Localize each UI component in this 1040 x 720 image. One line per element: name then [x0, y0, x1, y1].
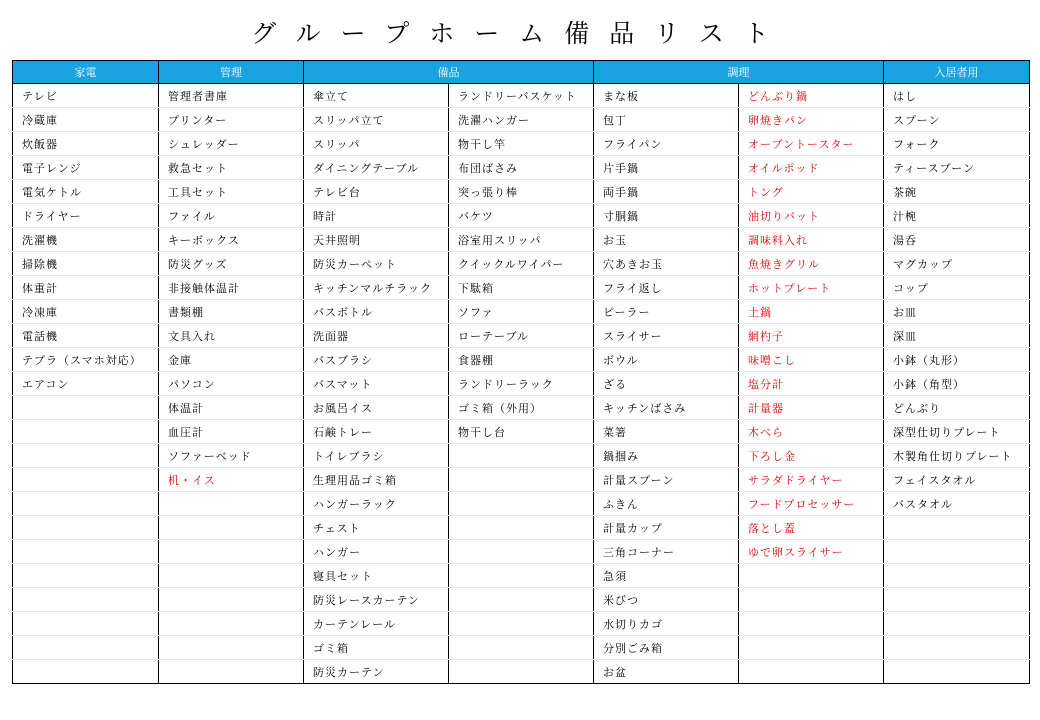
table-cell: [13, 540, 159, 564]
table-cell: 下ろし金: [739, 444, 884, 468]
table-row: [13, 516, 1030, 540]
table-cell: [159, 660, 304, 684]
table-cell: 物干し台: [449, 420, 594, 444]
table-cell: マグカップ: [884, 252, 1030, 276]
table-cell: スライサー: [594, 324, 739, 348]
table-row: [13, 276, 1030, 300]
table-cell: 鍋掴み: [594, 444, 739, 468]
table-cell: ピーラー: [594, 300, 739, 324]
table-cell: 洗濯ハンガー: [449, 108, 594, 132]
table-cell: [449, 468, 594, 492]
table-cell: 冷凍庫: [13, 300, 159, 324]
table-row: [13, 228, 1030, 252]
table-cell: 文具入れ: [159, 324, 304, 348]
table-row: [13, 564, 1030, 588]
table-cell: シュレッダー: [159, 132, 304, 156]
table-cell: オイルポッド: [739, 156, 884, 180]
table-cell: 石鹸トレー: [304, 420, 449, 444]
table-row: [13, 444, 1030, 468]
table-cell: プリンター: [159, 108, 304, 132]
table-cell: スプーン: [884, 108, 1030, 132]
table-row: [13, 84, 1030, 108]
table-cell: 炊飯器: [13, 132, 159, 156]
table-cell: 三角コーナー: [594, 540, 739, 564]
table-cell: [739, 588, 884, 612]
table-cell: 寝具セット: [304, 564, 449, 588]
table-cell: エアコン: [13, 372, 159, 396]
table-cell: [884, 636, 1030, 660]
table-cell: 寸胴鍋: [594, 204, 739, 228]
table-cell: [449, 636, 594, 660]
table-cell: 片手鍋: [594, 156, 739, 180]
table-row: [13, 396, 1030, 420]
table-cell: 米びつ: [594, 588, 739, 612]
table-cell: [13, 516, 159, 540]
table-cell: 洗濯機: [13, 228, 159, 252]
table-cell: カーテンレール: [304, 612, 449, 636]
table-cell: 食器棚: [449, 348, 594, 372]
table-cell: [449, 516, 594, 540]
table-cell: スリッパ立て: [304, 108, 449, 132]
table-cell: [13, 420, 159, 444]
table-cell: [739, 636, 884, 660]
table-cell: ハンガーラック: [304, 492, 449, 516]
table-row: [13, 540, 1030, 564]
table-cell: ゴミ箱: [304, 636, 449, 660]
table-cell: [13, 564, 159, 588]
table-cell: フェイスタオル: [884, 468, 1030, 492]
table-cell: [449, 492, 594, 516]
table-cell: [739, 564, 884, 588]
table-cell: [13, 444, 159, 468]
table-cell: 計量カップ: [594, 516, 739, 540]
header-cooking: 調理: [594, 61, 884, 84]
table-cell: ドライヤー: [13, 204, 159, 228]
table-cell: 水切りカゴ: [594, 612, 739, 636]
table-cell: [159, 588, 304, 612]
table-cell: [884, 612, 1030, 636]
table-row: [13, 468, 1030, 492]
table-row: [13, 108, 1030, 132]
table-cell: 深皿: [884, 324, 1030, 348]
table-cell: トイレブラシ: [304, 444, 449, 468]
table-cell: ゴミ箱（外用）: [449, 396, 594, 420]
table-cell: 掃除機: [13, 252, 159, 276]
table-cell: [13, 588, 159, 612]
table-cell: ソファーベッド: [159, 444, 304, 468]
table-cell: [13, 660, 159, 684]
table-cell: 菜箸: [594, 420, 739, 444]
table-cell: 汁椀: [884, 204, 1030, 228]
table-row: [13, 180, 1030, 204]
table-cell: お皿: [884, 300, 1030, 324]
table-cell: ソファ: [449, 300, 594, 324]
table-cell: [884, 516, 1030, 540]
table-row: [13, 372, 1030, 396]
table-cell: 土鍋: [739, 300, 884, 324]
table-cell: バケツ: [449, 204, 594, 228]
table-cell: サラダドライヤー: [739, 468, 884, 492]
table-cell: [884, 564, 1030, 588]
table-cell: 突っ張り棒: [449, 180, 594, 204]
table-cell: 物干し竿: [449, 132, 594, 156]
header-row: [13, 61, 1030, 84]
table-cell: クイックルワイパー: [449, 252, 594, 276]
table-cell: 卵焼きパン: [739, 108, 884, 132]
table-cell: [159, 636, 304, 660]
table-cell: 防災レースカーテン: [304, 588, 449, 612]
table-cell: オーブントースター: [739, 132, 884, 156]
header-resident-items: 入居者用: [884, 61, 1030, 84]
table-cell: 下駄箱: [449, 276, 594, 300]
header-management: 管理: [159, 61, 304, 84]
table-cell: 傘立て: [304, 84, 449, 108]
table-cell: フライパン: [594, 132, 739, 156]
table-cell: どんぶり: [884, 396, 1030, 420]
table-cell: 包丁: [594, 108, 739, 132]
table-cell: [13, 492, 159, 516]
table-cell: お盆: [594, 660, 739, 684]
table-cell: 机・イス: [159, 468, 304, 492]
table-cell: [159, 540, 304, 564]
table-row: [13, 252, 1030, 276]
table-cell: 体温計: [159, 396, 304, 420]
table-cell: 味噌こし: [739, 348, 884, 372]
table-cell: パソコン: [159, 372, 304, 396]
table-cell: まな板: [594, 84, 739, 108]
table-row: [13, 324, 1030, 348]
header-appliances: 家電: [13, 61, 159, 84]
table-cell: [884, 660, 1030, 684]
table-cell: 小鉢（角型）: [884, 372, 1030, 396]
table-row: [13, 588, 1030, 612]
table-row: [13, 348, 1030, 372]
table-cell: [13, 636, 159, 660]
table-cell: [13, 396, 159, 420]
table-cell: [449, 540, 594, 564]
table-cell: 天井照明: [304, 228, 449, 252]
table-cell: [13, 612, 159, 636]
table-cell: お風呂イス: [304, 396, 449, 420]
table-row: [13, 420, 1030, 444]
table-cell: お玉: [594, 228, 739, 252]
table-cell: [159, 516, 304, 540]
table-cell: 急須: [594, 564, 739, 588]
table-cell: チェスト: [304, 516, 449, 540]
table-row: [13, 204, 1030, 228]
table-cell: 防災グッズ: [159, 252, 304, 276]
table-cell: [884, 588, 1030, 612]
table-cell: 電気ケトル: [13, 180, 159, 204]
table-cell: ボウル: [594, 348, 739, 372]
table-cell: 計量スプーン: [594, 468, 739, 492]
table-row: [13, 660, 1030, 684]
table-cell: バスマット: [304, 372, 449, 396]
table-cell: 両手鍋: [594, 180, 739, 204]
equipment-table: [12, 60, 1030, 684]
table-cell: 浴室用スリッパ: [449, 228, 594, 252]
table-cell: トング: [739, 180, 884, 204]
table-cell: ティースプーン: [884, 156, 1030, 180]
table-cell: キッチンマルチラック: [304, 276, 449, 300]
table-cell: 計量器: [739, 396, 884, 420]
table-cell: [884, 540, 1030, 564]
table-row: [13, 492, 1030, 516]
table-cell: ファイル: [159, 204, 304, 228]
table-cell: はし: [884, 84, 1030, 108]
table-row: [13, 636, 1030, 660]
table-cell: 工具セット: [159, 180, 304, 204]
table-cell: 布団ばさみ: [449, 156, 594, 180]
table-cell: [449, 444, 594, 468]
table-row: [13, 300, 1030, 324]
header-fixtures: 備品: [304, 61, 594, 84]
table-cell: 魚焼きグリル: [739, 252, 884, 276]
table-cell: 小鉢（丸形）: [884, 348, 1030, 372]
table-cell: [13, 468, 159, 492]
table-cell: ふきん: [594, 492, 739, 516]
table-cell: 穴あきお玉: [594, 252, 739, 276]
table-cell: 洗面器: [304, 324, 449, 348]
table-cell: ホットプレート: [739, 276, 884, 300]
table-cell: 救急セット: [159, 156, 304, 180]
table-cell: [159, 492, 304, 516]
table-cell: [449, 588, 594, 612]
table-cell: ハンガー: [304, 540, 449, 564]
table-cell: 防災カーペット: [304, 252, 449, 276]
table-cell: [449, 660, 594, 684]
table-cell: バスボトル: [304, 300, 449, 324]
table-cell: テレビ: [13, 84, 159, 108]
table-cell: バスブラシ: [304, 348, 449, 372]
table-cell: 書類棚: [159, 300, 304, 324]
table-cell: [739, 660, 884, 684]
table-cell: 油切りバット: [739, 204, 884, 228]
table-cell: 体重計: [13, 276, 159, 300]
table-cell: ざる: [594, 372, 739, 396]
table-cell: スリッパ: [304, 132, 449, 156]
table-cell: 冷蔵庫: [13, 108, 159, 132]
table-cell: バスタオル: [884, 492, 1030, 516]
table-cell: 生理用品ゴミ箱: [304, 468, 449, 492]
table-cell: 電話機: [13, 324, 159, 348]
table-cell: 湯呑: [884, 228, 1030, 252]
table-cell: ランドリーラック: [449, 372, 594, 396]
table-cell: [449, 564, 594, 588]
table-cell: 血圧計: [159, 420, 304, 444]
table-cell: ダイニングテーブル: [304, 156, 449, 180]
table-cell: 茶碗: [884, 180, 1030, 204]
table-cell: キーボックス: [159, 228, 304, 252]
table-cell: どんぶり鍋: [739, 84, 884, 108]
table-cell: 分別ごみ箱: [594, 636, 739, 660]
table-cell: [449, 612, 594, 636]
table-cell: 落とし蓋: [739, 516, 884, 540]
table-cell: 防災カーテン: [304, 660, 449, 684]
page-title: グループホーム備品リスト: [251, 19, 789, 48]
table-cell: 深型仕切りプレート: [884, 420, 1030, 444]
table-cell: キッチンばさみ: [594, 396, 739, 420]
table-cell: フォーク: [884, 132, 1030, 156]
table-cell: 木製角仕切りプレート: [884, 444, 1030, 468]
table-cell: [739, 612, 884, 636]
table-cell: コップ: [884, 276, 1030, 300]
table-cell: ローテーブル: [449, 324, 594, 348]
table-cell: 調味料入れ: [739, 228, 884, 252]
table-cell: 木べら: [739, 420, 884, 444]
table-row: [13, 132, 1030, 156]
table-cell: ランドリーバスケット: [449, 84, 594, 108]
table-cell: テプラ（スマホ対応）: [13, 348, 159, 372]
table-cell: 時計: [304, 204, 449, 228]
table-row: [13, 612, 1030, 636]
table-cell: 塩分計: [739, 372, 884, 396]
table-row: [13, 156, 1030, 180]
table-cell: フードプロセッサー: [739, 492, 884, 516]
table-cell: テレビ台: [304, 180, 449, 204]
table-cell: ゆで卵スライサー: [739, 540, 884, 564]
table-cell: フライ返し: [594, 276, 739, 300]
table-cell: [159, 612, 304, 636]
table-cell: 管理者書庫: [159, 84, 304, 108]
table-cell: 網杓子: [739, 324, 884, 348]
table-cell: [159, 564, 304, 588]
table-cell: 非接触体温計: [159, 276, 304, 300]
table-cell: 電子レンジ: [13, 156, 159, 180]
table-cell: 金庫: [159, 348, 304, 372]
